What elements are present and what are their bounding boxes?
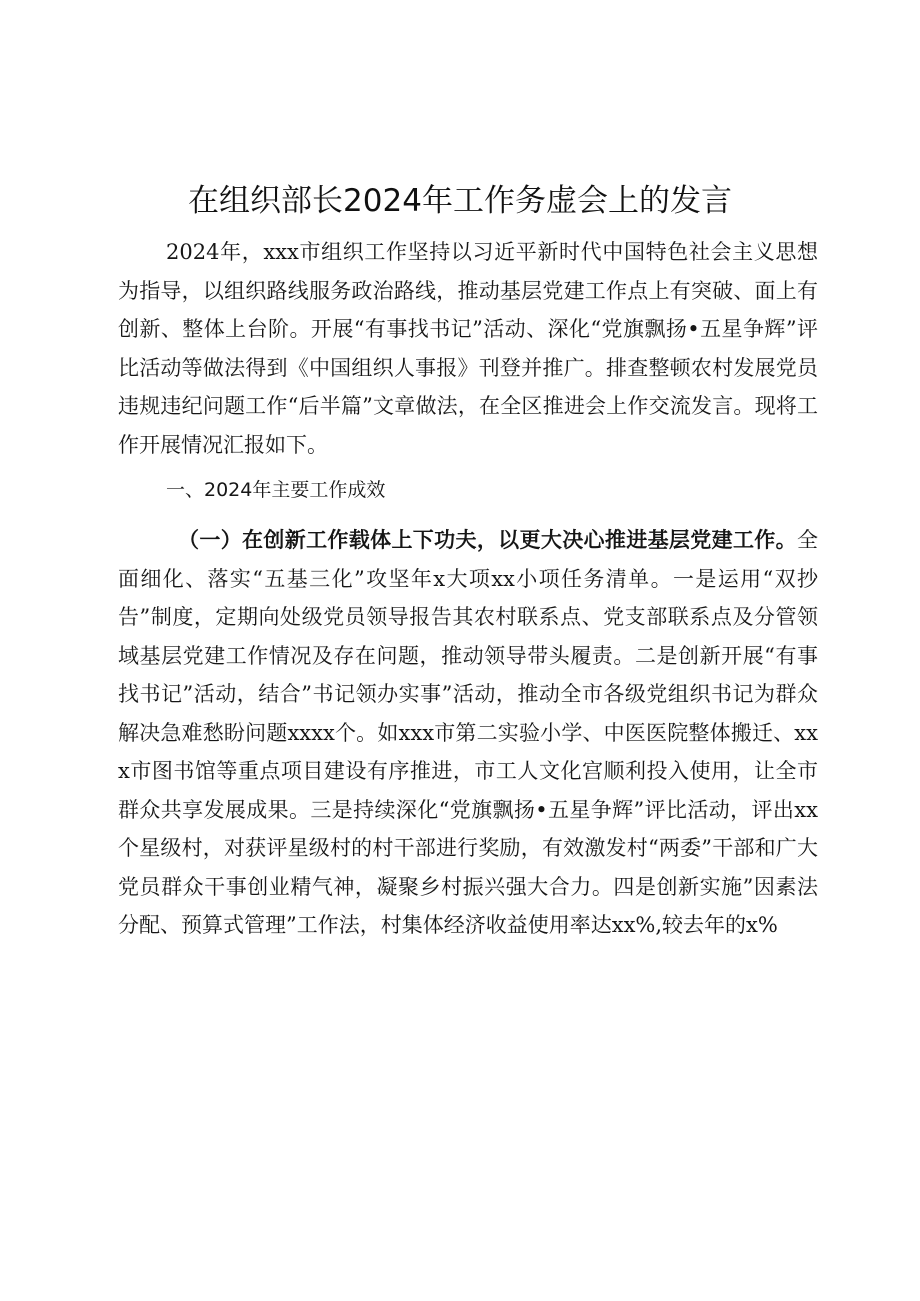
subsection-body: 全面细化、落实“五基三化”攻坚年x大项xx小项任务清单。一是运用“双抄告”制度，定期向处级党员领导报告其农村联系点、党支部联系点及分管领域基层党建工作情况及存在问题，推动领导带头履责。二是创新开展“有事找书记”活动，结合”书记领办实事”活动，推动全市各级党组织书记为群众解决急难愁盼问题xxxx个。如xxx市第二实验小学、中医医院整体搬迁、xxx市图书馆等重点项目建设有序推进，市工人文化宫顺利投入使用，让全市群众共享发展成果。三是持续深化“党旗飘扬•五星争辉”评比活动，评出xx个星级村，对获评星级村的村干部进行奖励，有效激发村“两委”干部和广大党员群众干事创业精气神，凝聚乡村振兴强大合力。四是创新实施”因素法分配、预算式管理”工作法，村集体经济收益使用率达xx%,较去年的x% xyxy=(118,528,818,937)
subsection-paragraph xyxy=(118,517,818,945)
document-body xyxy=(118,233,818,945)
section-heading: 一、2024年主要工作成效 xyxy=(166,479,386,501)
document-title: 在组织部长2024年工作务虚会上的发言 xyxy=(188,183,732,219)
intro-paragraph: 2024年，xxx市组织工作坚持以习近平新时代中国特色社会主义思想为指导，以组织路线服务政治路线，推动基层党建工作点上有突破、面上有创新、整体上台阶。开展“有事找书记”活动、深化“党旗飘扬•五星争辉”评比活动等做法得到《中国组织人事报》刊登并推广。排查整顿农村发展党员违规违纪问题工作“后半篇”文章做法，在全区推进会上作交流发言。现将工作开展情况汇报如下。 xyxy=(118,240,818,457)
subsection-heading: （一）在创新工作载体上下功夫，以更大决心推进基层党建工作。 xyxy=(178,527,797,552)
